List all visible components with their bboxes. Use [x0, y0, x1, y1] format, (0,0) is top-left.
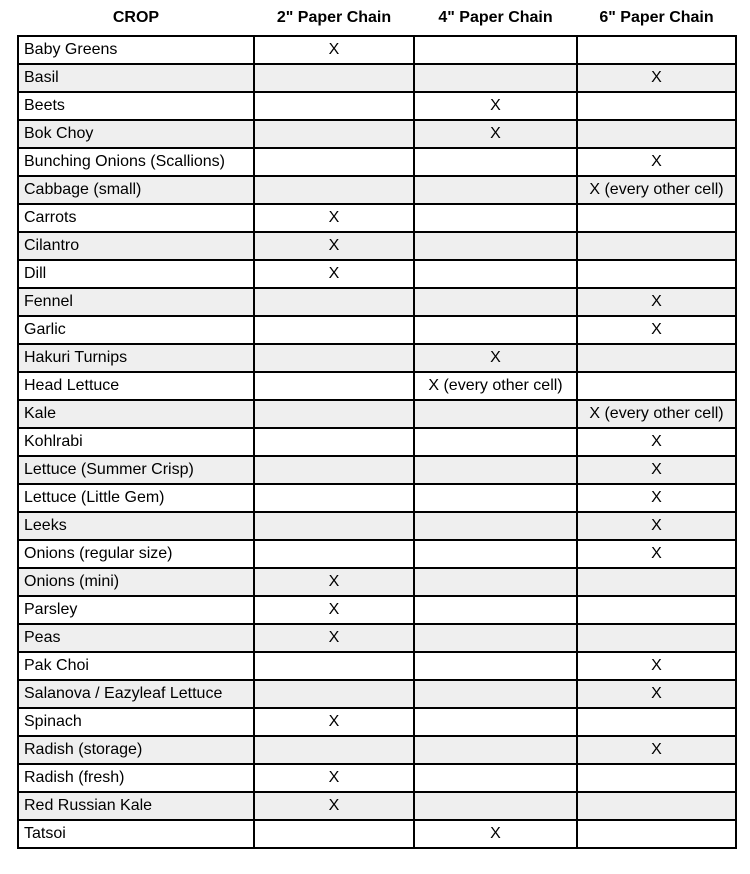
mark-cell [254, 176, 414, 204]
table-row [18, 344, 736, 372]
mark-cell: X [577, 652, 736, 680]
table-row [18, 568, 736, 596]
table-row [18, 680, 736, 708]
crop-paper-chain-table [17, 0, 737, 849]
crop-name-cell: Bunching Onions (Scallions) [18, 148, 254, 176]
mark-cell: X [577, 288, 736, 316]
mark-cell [414, 428, 577, 456]
table-row [18, 120, 736, 148]
mark-cell [414, 400, 577, 428]
crop-name-cell: Parsley [18, 596, 254, 624]
mark-cell: X [414, 92, 577, 120]
mark-cell [254, 148, 414, 176]
mark-cell [254, 120, 414, 148]
mark-cell [254, 316, 414, 344]
mark-cell [414, 596, 577, 624]
mark-cell: X [577, 540, 736, 568]
mark-cell [414, 792, 577, 820]
mark-cell [254, 484, 414, 512]
crop-name-cell: Bok Choy [18, 120, 254, 148]
table-row [18, 36, 736, 64]
crop-name-cell: Pak Choi [18, 652, 254, 680]
mark-cell: X [577, 484, 736, 512]
crop-name-cell: Lettuce (Summer Crisp) [18, 456, 254, 484]
table-row [18, 176, 736, 204]
mark-cell [254, 372, 414, 400]
mark-cell [577, 624, 736, 652]
table-row [18, 820, 736, 848]
crop-name-cell: Cilantro [18, 232, 254, 260]
table-row [18, 736, 736, 764]
mark-cell [254, 288, 414, 316]
mark-cell: X (every other cell) [414, 372, 577, 400]
crop-name-cell: Baby Greens [18, 36, 254, 64]
table-row [18, 652, 736, 680]
mark-cell [577, 792, 736, 820]
table-row [18, 624, 736, 652]
column-header-2in-paper-chain: 2" Paper Chain [254, 0, 414, 36]
mark-cell [254, 820, 414, 848]
mark-cell [414, 176, 577, 204]
crop-name-cell: Head Lettuce [18, 372, 254, 400]
crop-name-cell: Red Russian Kale [18, 792, 254, 820]
mark-cell [254, 64, 414, 92]
table-row [18, 540, 736, 568]
mark-cell [254, 456, 414, 484]
column-header-6in-paper-chain: 6" Paper Chain [577, 0, 736, 36]
crop-name-cell: Basil [18, 64, 254, 92]
crop-name-cell: Kohlrabi [18, 428, 254, 456]
crop-name-cell: Fennel [18, 288, 254, 316]
table-row [18, 148, 736, 176]
mark-cell [254, 428, 414, 456]
mark-cell [577, 372, 736, 400]
mark-cell: X [254, 624, 414, 652]
mark-cell [414, 568, 577, 596]
mark-cell [414, 456, 577, 484]
crop-name-cell: Spinach [18, 708, 254, 736]
mark-cell: X [254, 232, 414, 260]
mark-cell [414, 36, 577, 64]
column-header-crop: CROP [18, 0, 254, 36]
mark-cell [414, 624, 577, 652]
crop-name-cell: Peas [18, 624, 254, 652]
table-row [18, 204, 736, 232]
mark-cell [254, 400, 414, 428]
mark-cell [254, 652, 414, 680]
table-row [18, 428, 736, 456]
mark-cell: X [414, 120, 577, 148]
mark-cell: X [577, 428, 736, 456]
mark-cell: X (every other cell) [577, 400, 736, 428]
mark-cell [414, 764, 577, 792]
mark-cell [577, 120, 736, 148]
crop-name-cell: Onions (regular size) [18, 540, 254, 568]
mark-cell [254, 680, 414, 708]
mark-cell: X [254, 36, 414, 64]
mark-cell: X [577, 64, 736, 92]
crop-name-cell: Radish (fresh) [18, 764, 254, 792]
header-row [18, 0, 736, 36]
mark-cell: X (every other cell) [577, 176, 736, 204]
table-row [18, 792, 736, 820]
table-row [18, 288, 736, 316]
mark-cell [414, 232, 577, 260]
mark-cell [577, 596, 736, 624]
mark-cell [414, 540, 577, 568]
mark-cell [414, 204, 577, 232]
crop-name-cell: Lettuce (Little Gem) [18, 484, 254, 512]
crop-name-cell: Onions (mini) [18, 568, 254, 596]
mark-cell [577, 204, 736, 232]
mark-cell [577, 36, 736, 64]
table-row [18, 64, 736, 92]
crop-name-cell: Radish (storage) [18, 736, 254, 764]
crop-name-cell: Cabbage (small) [18, 176, 254, 204]
mark-cell [577, 232, 736, 260]
crop-name-cell: Beets [18, 92, 254, 120]
mark-cell [414, 484, 577, 512]
column-header-4in-paper-chain: 4" Paper Chain [414, 0, 577, 36]
mark-cell: X [254, 764, 414, 792]
mark-cell [414, 652, 577, 680]
table-row [18, 764, 736, 792]
mark-cell [577, 568, 736, 596]
mark-cell [577, 92, 736, 120]
mark-cell [577, 344, 736, 372]
mark-cell [414, 288, 577, 316]
crop-name-cell: Tatsoi [18, 820, 254, 848]
mark-cell: X [577, 512, 736, 540]
mark-cell: X [254, 204, 414, 232]
mark-cell [414, 708, 577, 736]
table-row [18, 260, 736, 288]
table-row [18, 92, 736, 120]
table-row [18, 372, 736, 400]
mark-cell [577, 260, 736, 288]
mark-cell [414, 512, 577, 540]
mark-cell [414, 316, 577, 344]
crop-name-cell: Kale [18, 400, 254, 428]
mark-cell [414, 64, 577, 92]
mark-cell: X [414, 344, 577, 372]
mark-cell [414, 736, 577, 764]
mark-cell: X [577, 148, 736, 176]
mark-cell [414, 680, 577, 708]
mark-cell: X [414, 820, 577, 848]
table-row [18, 596, 736, 624]
mark-cell: X [577, 456, 736, 484]
mark-cell [254, 344, 414, 372]
mark-cell [414, 260, 577, 288]
mark-cell: X [254, 260, 414, 288]
mark-cell [414, 148, 577, 176]
mark-cell [577, 764, 736, 792]
table-row [18, 316, 736, 344]
mark-cell [254, 92, 414, 120]
mark-cell: X [254, 568, 414, 596]
mark-cell: X [577, 316, 736, 344]
crop-name-cell: Salanova / Eazyleaf Lettuce [18, 680, 254, 708]
table-row [18, 512, 736, 540]
mark-cell [254, 736, 414, 764]
mark-cell [577, 708, 736, 736]
table-row [18, 456, 736, 484]
crop-name-cell: Garlic [18, 316, 254, 344]
crop-name-cell: Leeks [18, 512, 254, 540]
table-row [18, 708, 736, 736]
crop-name-cell: Hakuri Turnips [18, 344, 254, 372]
crop-name-cell: Dill [18, 260, 254, 288]
mark-cell: X [254, 596, 414, 624]
mark-cell [254, 540, 414, 568]
mark-cell [254, 512, 414, 540]
crop-name-cell: Carrots [18, 204, 254, 232]
mark-cell: X [254, 708, 414, 736]
mark-cell: X [577, 680, 736, 708]
mark-cell: X [254, 792, 414, 820]
mark-cell: X [577, 736, 736, 764]
table-row [18, 232, 736, 260]
table-row [18, 400, 736, 428]
mark-cell [577, 820, 736, 848]
table-row [18, 484, 736, 512]
